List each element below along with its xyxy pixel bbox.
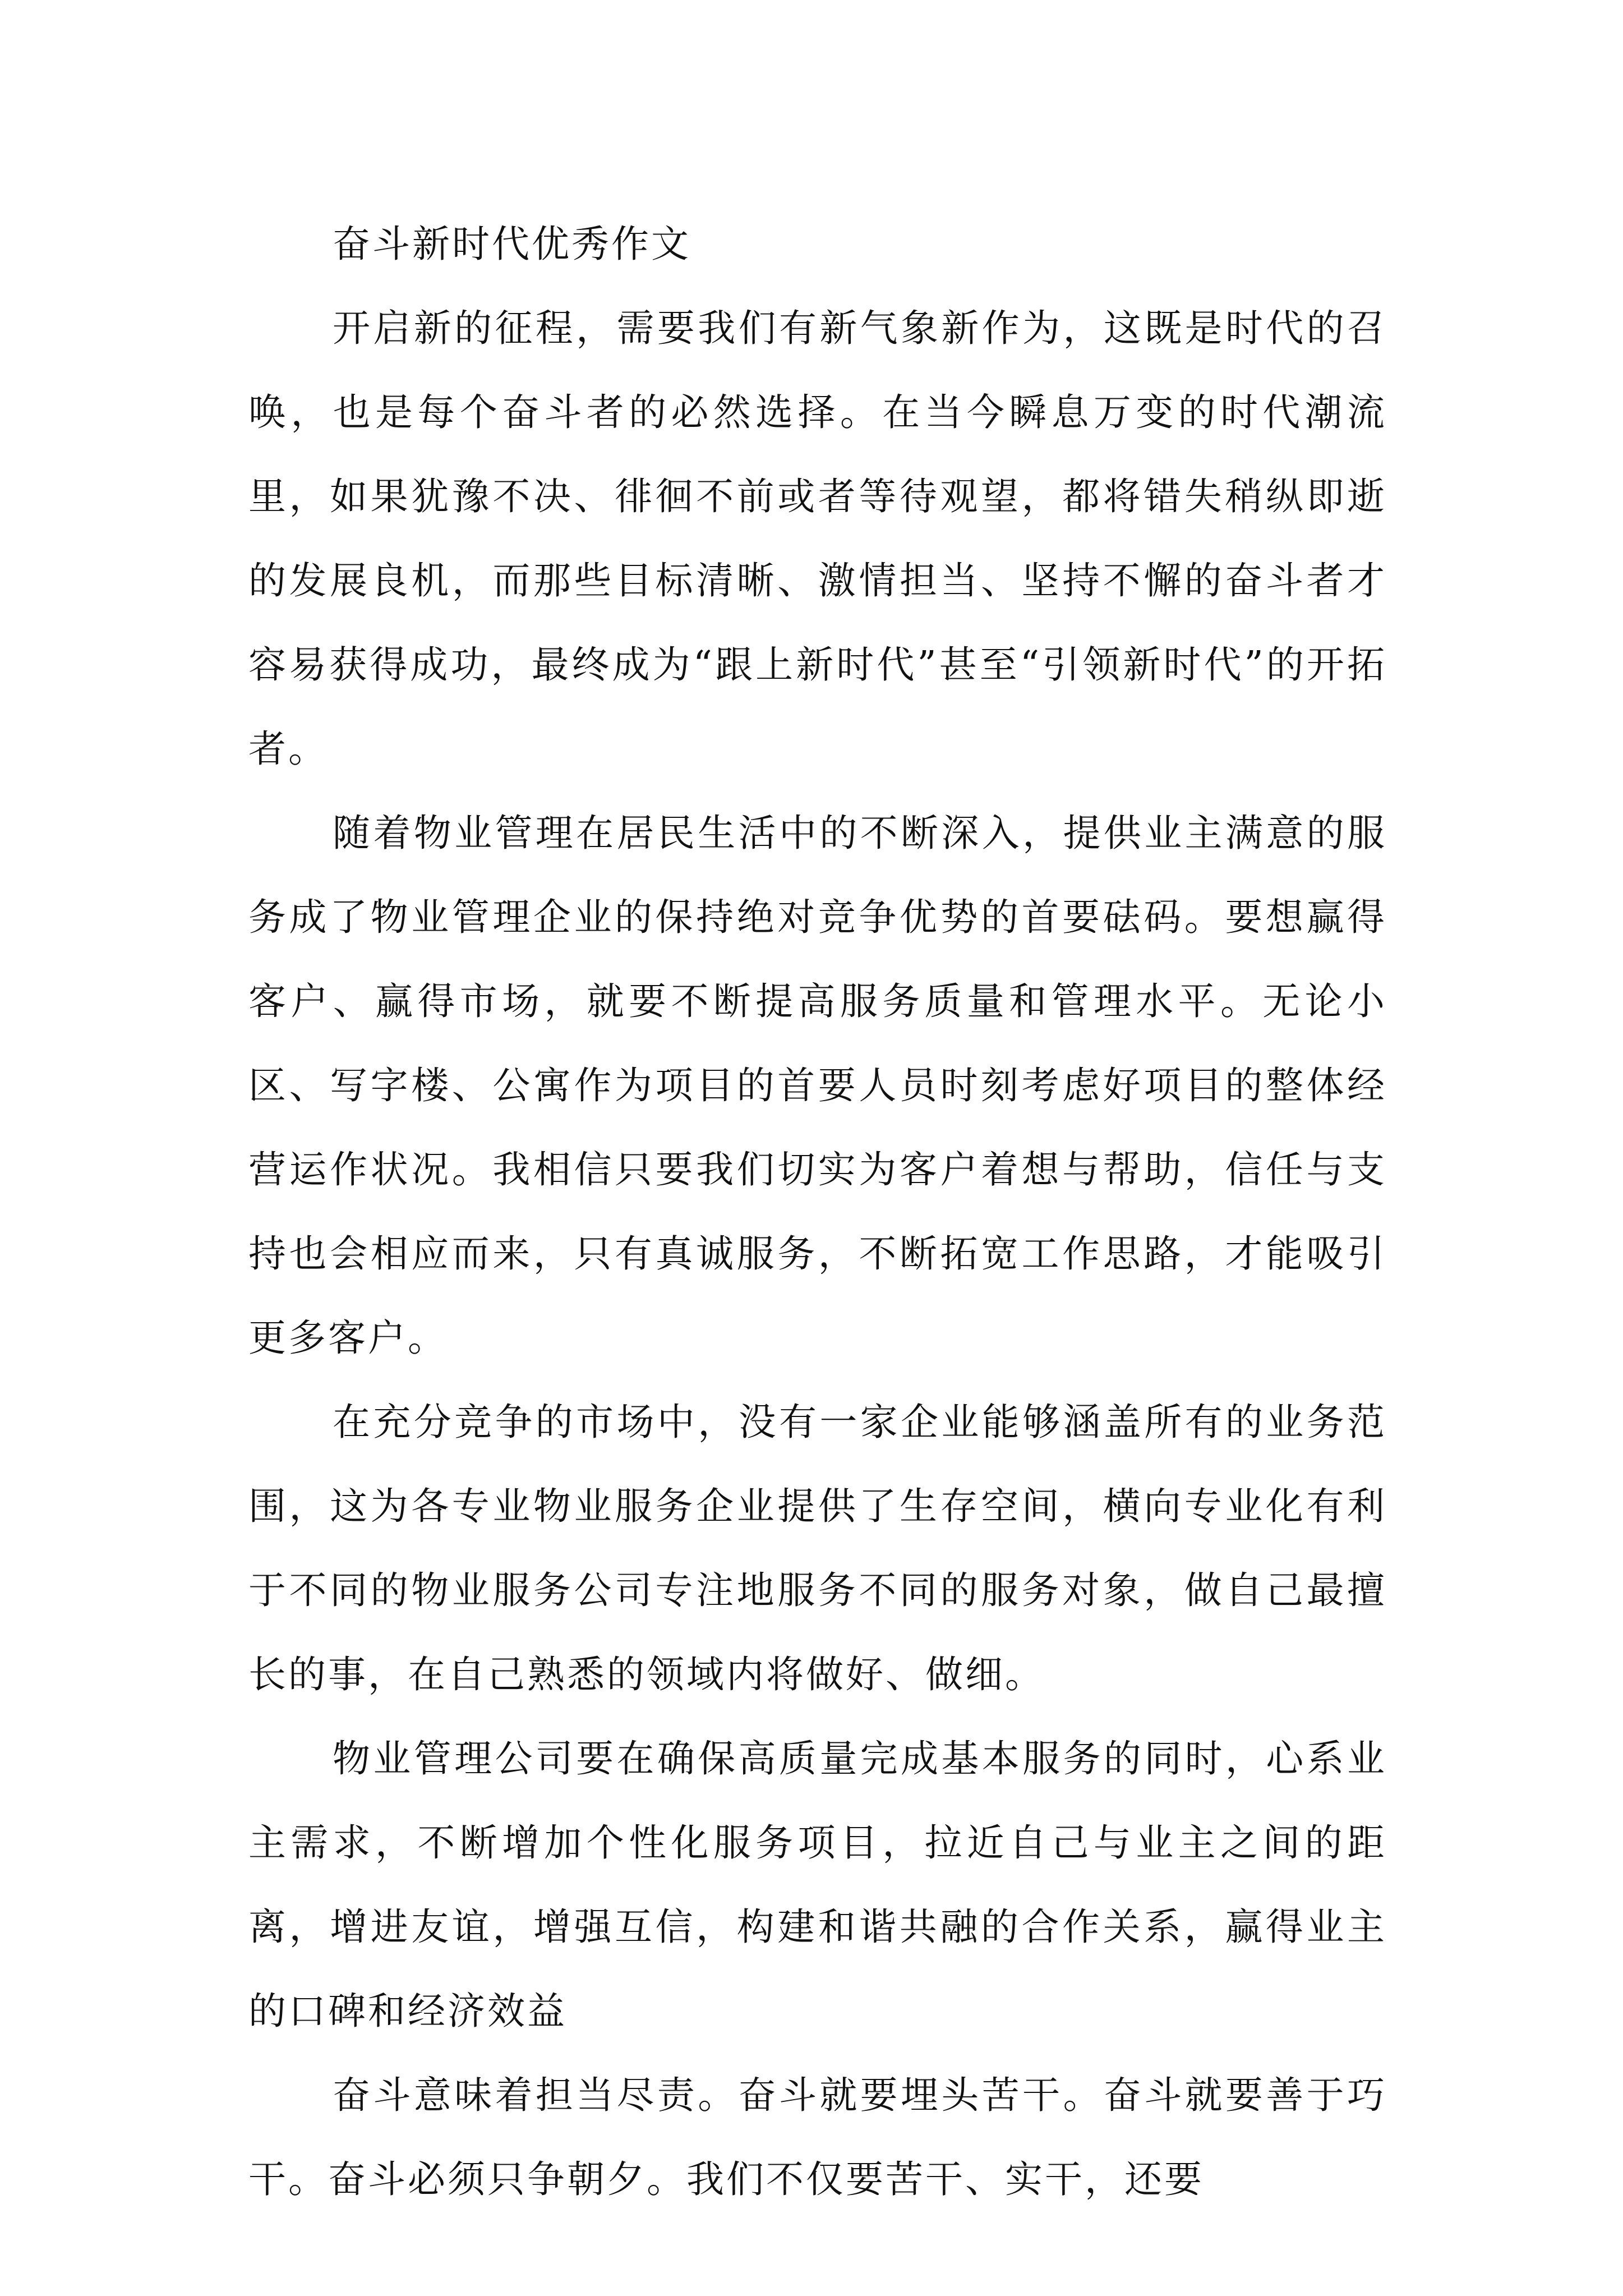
document-title: 奋斗新时代优秀作文 — [333, 222, 691, 266]
paragraph-2: 随着物业管理在居民生活中的不断深入，提供业主满意的服务成了物业管理企业的保持绝对竞争优势的首要砝码。要想赢得客户、赢得市场，就要不断提高服务质量和管理水平。无论小区、写字楼、公寓作为项目的首要人员时刻考虑好项目的整体经营运作状况。我相信只要我们切实为客户着想与帮助，信任与支持也会相应而来，只有真诚服务，不断拓宽工作思路，才能吸引更多客户。 — [248, 811, 1387, 1360]
paragraph-5: 奋斗意味着担当尽责。奋斗就要埋头苦干。奋斗就要善于巧干。奋斗必须只争朝夕。我们不仅要苦干、实干，还要 — [248, 2073, 1387, 2201]
paragraph-4: 物业管理公司要在确保高质量完成基本服务的同时，心系业主需求，不断增加个性化服务项目，拉近自己与业主之间的距离，增进友谊，增强互信，构建和谐共融的合作关系，赢得业主的口碑和经济效益 — [248, 1737, 1387, 2033]
paragraph-3: 在充分竞争的市场中，没有一家企业能够涵盖所有的业务范围，这为各专业物业服务企业提供了生存空间，横向专业化有利于不同的物业服务公司专注地服务不同的服务对象，做自己最擅长的事，在自己熟悉的领域内将做好、做细。 — [248, 1400, 1387, 1696]
document-body — [248, 202, 1387, 2221]
paragraph-1: 开启新的征程，需要我们有新气象新作为，这既是时代的召唤，也是每个奋斗者的必然选择。在当今瞬息万变的时代潮流里，如果犹豫不决、徘徊不前或者等待观望，都将错失稍纵即逝的发展良机，而那些目标清晰、激情担当、坚持不懈的奋斗者才容易获得成功，最终成为“跟上新时代”甚至“引领新时代”的开拓者。 — [248, 306, 1387, 771]
